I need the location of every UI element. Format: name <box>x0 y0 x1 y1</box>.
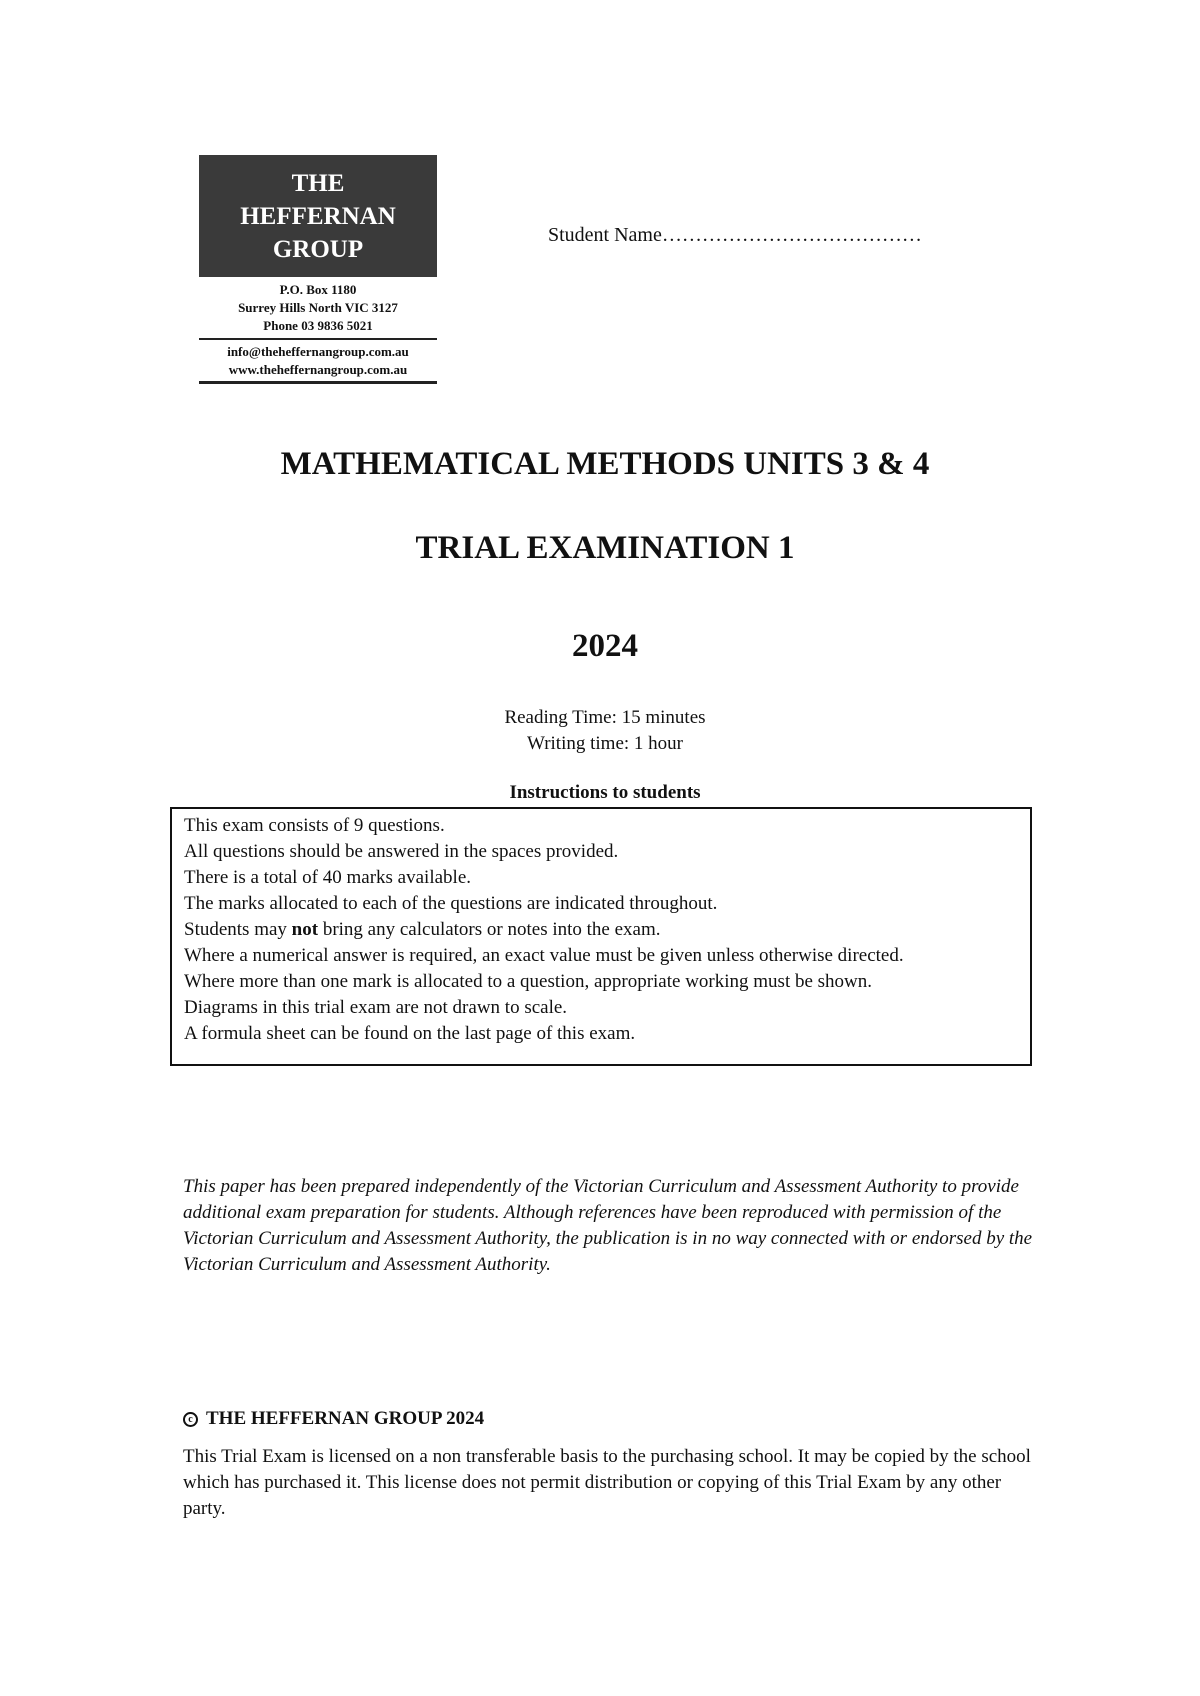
subject-title: MATHEMATICAL METHODS UNITS 3 & 4 <box>280 446 930 482</box>
student-name-field: Student Name………………………………… <box>548 224 922 246</box>
logo-line-2: HEFFERNAN <box>240 202 396 230</box>
phone: Phone 03 9836 5021 <box>263 318 373 333</box>
exam-times <box>0 705 1200 757</box>
copyright-text: THE HEFFERNAN GROUP 2024 <box>206 1408 485 1429</box>
instruction-item: Diagrams in this trial exam are not drawn to scale. <box>184 997 568 1018</box>
instruction-item: Where more than one mark is allocated to a question, appropriate working must be shown. <box>184 971 873 992</box>
reading-time: Reading Time: 15 minutes <box>504 707 706 728</box>
exam-title: TRIAL EXAMINATION 1 <box>415 530 795 566</box>
instruction-item-calculators <box>184 917 1018 943</box>
logo-address <box>199 281 437 335</box>
logo-line-1: THE <box>291 169 345 197</box>
instruction-item: The marks allocated to each of the questions are indicated throughout. <box>184 893 718 914</box>
logo-line-3: GROUP <box>272 235 364 263</box>
instructions-heading: Instructions to students <box>509 782 701 803</box>
exam-year: 2024 <box>572 628 638 664</box>
instruction-item: Where a numerical answer is required, an exact value must be given unless otherwise directed. <box>184 945 904 966</box>
logo-bottom-rule <box>199 381 437 384</box>
copyright-icon: c <box>183 1412 198 1427</box>
instructions-box <box>170 807 1032 1066</box>
publisher-logo <box>199 155 437 384</box>
website: www.theheffernangroup.com.au <box>228 362 408 377</box>
suburb: Surrey Hills North VIC 3127 <box>238 300 398 315</box>
calc-post: bring any calculators or notes into the exam. <box>318 919 661 940</box>
vcaa-disclaimer: This paper has been prepared independently of the Victorian Curriculum and Assessment Authority to provide additional exam preparation for students. Although references have been reproduced with permission of the Victorian Curriculum and Assessment Authority, the publication is in no way connected with or endorsed by the Victorian Curriculum and Assessment Authority. <box>183 1176 1033 1275</box>
instruction-item: There is a total of 40 marks available. <box>184 867 472 888</box>
email: info@theheffernangroup.com.au <box>227 344 409 359</box>
po-box: P.O. Box 1180 <box>279 282 357 297</box>
instruction-item: All questions should be answered in the spaces provided. <box>184 841 619 862</box>
logo-box <box>199 155 437 277</box>
calc-pre: Students may <box>184 919 292 940</box>
instructions-list <box>184 813 1018 1047</box>
copyright-heading <box>183 1408 484 1430</box>
logo-contact <box>199 343 437 379</box>
instruction-item: This exam consists of 9 questions. <box>184 815 445 836</box>
license-text: This Trial Exam is licensed on a non transferable basis to the purchasing school. It may be copied by the school which has purchased it. This license does not permit distribution or copying of this Trial Exam by any other party. <box>183 1446 1031 1519</box>
calc-bold: not <box>291 919 319 940</box>
logo-divider <box>199 338 437 340</box>
writing-time: Writing time: 1 hour <box>527 733 683 754</box>
instruction-item: A formula sheet can be found on the last page of this exam. <box>184 1023 636 1044</box>
